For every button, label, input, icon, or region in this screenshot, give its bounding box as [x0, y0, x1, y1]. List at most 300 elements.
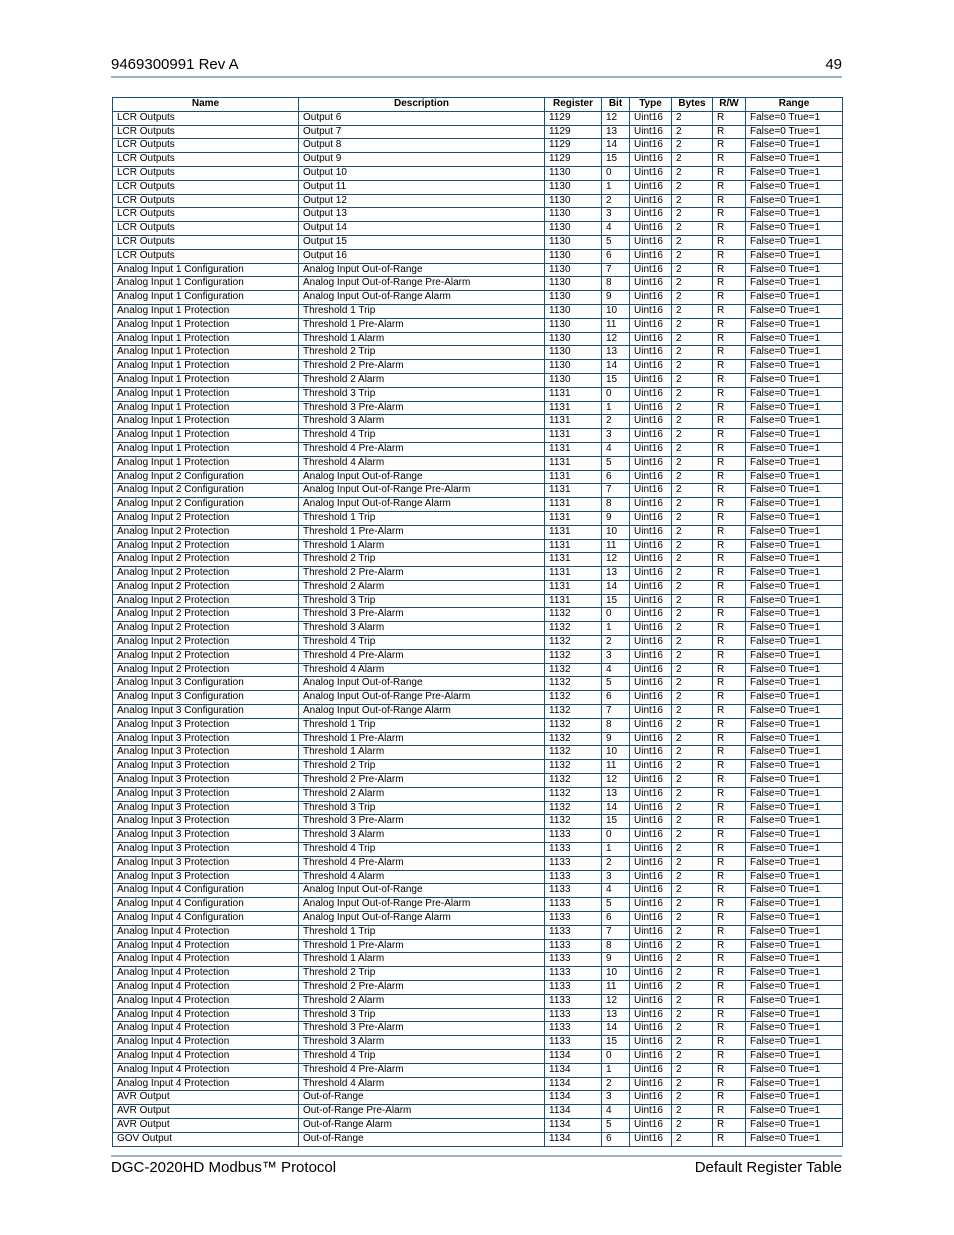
column-header-type: Type	[630, 98, 672, 112]
table-row	[113, 829, 843, 843]
bit-cell: 4	[602, 663, 630, 677]
name-cell: Analog Input 3 Protection	[113, 856, 299, 870]
bit-cell: 0	[602, 387, 630, 401]
register-cell: 1129	[545, 125, 602, 139]
description-cell: Analog Input Out-of-Range	[299, 470, 545, 484]
bytes-cell: 2	[672, 387, 713, 401]
bit-cell: 3	[602, 649, 630, 663]
range-cell: False=0 True=1	[746, 318, 843, 332]
description-cell: Threshold 3 Trip	[299, 1008, 545, 1022]
name-cell: Analog Input 1 Configuration	[113, 277, 299, 291]
rw-cell: R	[713, 456, 746, 470]
register-cell: 1131	[545, 594, 602, 608]
bit-cell: 2	[602, 636, 630, 650]
range-cell: False=0 True=1	[746, 967, 843, 981]
table-row	[113, 939, 843, 953]
type-cell: Uint16	[630, 787, 672, 801]
name-cell: LCR Outputs	[113, 249, 299, 263]
rw-cell: R	[713, 194, 746, 208]
register-cell: 1132	[545, 622, 602, 636]
range-cell: False=0 True=1	[746, 760, 843, 774]
bytes-cell: 2	[672, 1132, 713, 1146]
range-cell: False=0 True=1	[746, 1132, 843, 1146]
bit-cell: 9	[602, 732, 630, 746]
bit-cell: 13	[602, 125, 630, 139]
rw-cell: R	[713, 912, 746, 926]
table-row	[113, 567, 843, 581]
register-cell: 1134	[545, 1049, 602, 1063]
bytes-cell: 2	[672, 456, 713, 470]
table-row	[113, 953, 843, 967]
range-cell: False=0 True=1	[746, 263, 843, 277]
range-cell: False=0 True=1	[746, 553, 843, 567]
range-cell: False=0 True=1	[746, 373, 843, 387]
register-cell: 1133	[545, 1022, 602, 1036]
range-cell: False=0 True=1	[746, 608, 843, 622]
rw-cell: R	[713, 663, 746, 677]
type-cell: Uint16	[630, 498, 672, 512]
register-cell: 1134	[545, 1105, 602, 1119]
bytes-cell: 2	[672, 401, 713, 415]
type-cell: Uint16	[630, 939, 672, 953]
rw-cell: R	[713, 277, 746, 291]
type-cell: Uint16	[630, 553, 672, 567]
bit-cell: 5	[602, 456, 630, 470]
description-cell: Threshold 1 Pre-Alarm	[299, 732, 545, 746]
bytes-cell: 2	[672, 539, 713, 553]
description-cell: Threshold 1 Trip	[299, 511, 545, 525]
name-cell: AVR Output	[113, 1105, 299, 1119]
name-cell: Analog Input 1 Protection	[113, 332, 299, 346]
description-cell: Threshold 1 Trip	[299, 718, 545, 732]
name-cell: Analog Input 3 Protection	[113, 787, 299, 801]
rw-cell: R	[713, 580, 746, 594]
description-cell: Output 16	[299, 249, 545, 263]
bit-cell: 4	[602, 1105, 630, 1119]
rw-cell: R	[713, 829, 746, 843]
table-row	[113, 884, 843, 898]
name-cell: LCR Outputs	[113, 139, 299, 153]
name-cell: Analog Input 3 Protection	[113, 732, 299, 746]
name-cell: Analog Input 2 Protection	[113, 663, 299, 677]
name-cell: Analog Input 4 Configuration	[113, 884, 299, 898]
bytes-cell: 2	[672, 249, 713, 263]
bit-cell: 14	[602, 580, 630, 594]
rw-cell: R	[713, 1105, 746, 1119]
bytes-cell: 2	[672, 746, 713, 760]
description-cell: Threshold 2 Alarm	[299, 994, 545, 1008]
bit-cell: 1	[602, 401, 630, 415]
name-cell: Analog Input 3 Protection	[113, 801, 299, 815]
type-cell: Uint16	[630, 705, 672, 719]
description-cell: Threshold 3 Alarm	[299, 829, 545, 843]
name-cell: Analog Input 4 Configuration	[113, 912, 299, 926]
name-cell: Analog Input 1 Configuration	[113, 291, 299, 305]
description-cell: Threshold 3 Pre-Alarm	[299, 401, 545, 415]
description-cell: Threshold 2 Trip	[299, 346, 545, 360]
bit-cell: 1	[602, 1063, 630, 1077]
bit-cell: 14	[602, 139, 630, 153]
bytes-cell: 2	[672, 1118, 713, 1132]
bit-cell: 11	[602, 318, 630, 332]
description-cell: Threshold 1 Trip	[299, 304, 545, 318]
bytes-cell: 2	[672, 774, 713, 788]
range-cell: False=0 True=1	[746, 1091, 843, 1105]
bit-cell: 7	[602, 705, 630, 719]
bytes-cell: 2	[672, 360, 713, 374]
name-cell: Analog Input 3 Protection	[113, 829, 299, 843]
bit-cell: 8	[602, 718, 630, 732]
bit-cell: 13	[602, 346, 630, 360]
table-row	[113, 180, 843, 194]
rw-cell: R	[713, 498, 746, 512]
type-cell: Uint16	[630, 360, 672, 374]
rw-cell: R	[713, 925, 746, 939]
description-cell: Threshold 1 Pre-Alarm	[299, 939, 545, 953]
bit-cell: 6	[602, 470, 630, 484]
name-cell: Analog Input 2 Protection	[113, 636, 299, 650]
rw-cell: R	[713, 732, 746, 746]
bytes-cell: 2	[672, 925, 713, 939]
type-cell: Uint16	[630, 732, 672, 746]
type-cell: Uint16	[630, 429, 672, 443]
range-cell: False=0 True=1	[746, 939, 843, 953]
table-row	[113, 663, 843, 677]
bit-cell: 5	[602, 898, 630, 912]
table-row	[113, 235, 843, 249]
description-cell: Output 8	[299, 139, 545, 153]
description-cell: Analog Input Out-of-Range	[299, 677, 545, 691]
type-cell: Uint16	[630, 1132, 672, 1146]
table-row	[113, 539, 843, 553]
bit-cell: 3	[602, 208, 630, 222]
table-row	[113, 636, 843, 650]
type-cell: Uint16	[630, 235, 672, 249]
register-cell: 1131	[545, 442, 602, 456]
table-row	[113, 553, 843, 567]
rw-cell: R	[713, 994, 746, 1008]
type-cell: Uint16	[630, 208, 672, 222]
rw-cell: R	[713, 622, 746, 636]
rw-cell: R	[713, 1118, 746, 1132]
name-cell: Analog Input 2 Protection	[113, 525, 299, 539]
column-header-bit: Bit	[602, 98, 630, 112]
rw-cell: R	[713, 608, 746, 622]
rw-cell: R	[713, 594, 746, 608]
type-cell: Uint16	[630, 925, 672, 939]
table-row	[113, 622, 843, 636]
rw-cell: R	[713, 1036, 746, 1050]
name-cell: Analog Input 2 Protection	[113, 622, 299, 636]
table-row	[113, 153, 843, 167]
table-row	[113, 732, 843, 746]
description-cell: Threshold 2 Pre-Alarm	[299, 981, 545, 995]
rw-cell: R	[713, 249, 746, 263]
table-row	[113, 691, 843, 705]
range-cell: False=0 True=1	[746, 346, 843, 360]
range-cell: False=0 True=1	[746, 649, 843, 663]
table-row	[113, 332, 843, 346]
table-row	[113, 401, 843, 415]
header-rule	[111, 76, 842, 78]
description-cell: Threshold 4 Trip	[299, 843, 545, 857]
bytes-cell: 2	[672, 967, 713, 981]
type-cell: Uint16	[630, 1049, 672, 1063]
column-header-description: Description	[299, 98, 545, 112]
type-cell: Uint16	[630, 580, 672, 594]
description-cell: Threshold 2 Pre-Alarm	[299, 567, 545, 581]
description-cell: Threshold 3 Trip	[299, 594, 545, 608]
name-cell: Analog Input 3 Configuration	[113, 691, 299, 705]
register-cell: 1129	[545, 111, 602, 125]
name-cell: Analog Input 3 Protection	[113, 843, 299, 857]
bit-cell: 0	[602, 608, 630, 622]
name-cell: Analog Input 1 Protection	[113, 318, 299, 332]
type-cell: Uint16	[630, 415, 672, 429]
register-cell: 1131	[545, 539, 602, 553]
type-cell: Uint16	[630, 677, 672, 691]
rw-cell: R	[713, 553, 746, 567]
description-cell: Threshold 1 Pre-Alarm	[299, 318, 545, 332]
rw-cell: R	[713, 387, 746, 401]
rw-cell: R	[713, 1132, 746, 1146]
bytes-cell: 2	[672, 705, 713, 719]
bytes-cell: 2	[672, 691, 713, 705]
bit-cell: 15	[602, 153, 630, 167]
table-row	[113, 208, 843, 222]
range-cell: False=0 True=1	[746, 787, 843, 801]
name-cell: Analog Input 4 Protection	[113, 1008, 299, 1022]
name-cell: Analog Input 2 Protection	[113, 539, 299, 553]
register-cell: 1130	[545, 235, 602, 249]
table-row	[113, 925, 843, 939]
page-number: 49	[825, 56, 842, 73]
name-cell: LCR Outputs	[113, 208, 299, 222]
range-cell: False=0 True=1	[746, 511, 843, 525]
register-cell: 1133	[545, 939, 602, 953]
name-cell: Analog Input 1 Protection	[113, 304, 299, 318]
bytes-cell: 2	[672, 1008, 713, 1022]
name-cell: Analog Input 4 Protection	[113, 1063, 299, 1077]
register-cell: 1130	[545, 291, 602, 305]
bit-cell: 0	[602, 829, 630, 843]
register-cell: 1133	[545, 925, 602, 939]
bytes-cell: 2	[672, 1022, 713, 1036]
range-cell: False=0 True=1	[746, 360, 843, 374]
table-row	[113, 470, 843, 484]
range-cell: False=0 True=1	[746, 1036, 843, 1050]
register-cell: 1130	[545, 277, 602, 291]
rw-cell: R	[713, 291, 746, 305]
register-cell: 1130	[545, 373, 602, 387]
range-cell: False=0 True=1	[746, 442, 843, 456]
name-cell: Analog Input 1 Protection	[113, 415, 299, 429]
range-cell: False=0 True=1	[746, 387, 843, 401]
name-cell: Analog Input 2 Protection	[113, 567, 299, 581]
type-cell: Uint16	[630, 981, 672, 995]
table-row	[113, 429, 843, 443]
bytes-cell: 2	[672, 553, 713, 567]
table-row	[113, 484, 843, 498]
description-cell: Threshold 1 Pre-Alarm	[299, 525, 545, 539]
rw-cell: R	[713, 649, 746, 663]
type-cell: Uint16	[630, 291, 672, 305]
table-row	[113, 981, 843, 995]
register-cell: 1134	[545, 1063, 602, 1077]
register-cell: 1130	[545, 208, 602, 222]
register-cell: 1134	[545, 1118, 602, 1132]
name-cell: Analog Input 1 Configuration	[113, 263, 299, 277]
description-cell: Analog Input Out-of-Range	[299, 263, 545, 277]
bit-cell: 10	[602, 746, 630, 760]
register-cell: 1131	[545, 456, 602, 470]
bytes-cell: 2	[672, 511, 713, 525]
type-cell: Uint16	[630, 470, 672, 484]
register-cell: 1130	[545, 194, 602, 208]
type-cell: Uint16	[630, 511, 672, 525]
description-cell: Threshold 3 Trip	[299, 387, 545, 401]
register-cell: 1133	[545, 1008, 602, 1022]
range-cell: False=0 True=1	[746, 636, 843, 650]
description-cell: Threshold 2 Pre-Alarm	[299, 360, 545, 374]
bytes-cell: 2	[672, 429, 713, 443]
register-cell: 1133	[545, 843, 602, 857]
register-cell: 1130	[545, 263, 602, 277]
rw-cell: R	[713, 760, 746, 774]
bit-cell: 11	[602, 539, 630, 553]
rw-cell: R	[713, 870, 746, 884]
rw-cell: R	[713, 429, 746, 443]
type-cell: Uint16	[630, 194, 672, 208]
type-cell: Uint16	[630, 304, 672, 318]
description-cell: Threshold 4 Alarm	[299, 870, 545, 884]
name-cell: Analog Input 4 Protection	[113, 1049, 299, 1063]
table-row	[113, 843, 843, 857]
description-cell: Analog Input Out-of-Range Alarm	[299, 705, 545, 719]
description-cell: Threshold 1 Alarm	[299, 746, 545, 760]
name-cell: Analog Input 4 Protection	[113, 1077, 299, 1091]
table-row	[113, 373, 843, 387]
description-cell: Threshold 1 Trip	[299, 925, 545, 939]
column-header-bytes: Bytes	[672, 98, 713, 112]
bytes-cell: 2	[672, 815, 713, 829]
type-cell: Uint16	[630, 539, 672, 553]
rw-cell: R	[713, 636, 746, 650]
register-cell: 1133	[545, 829, 602, 843]
range-cell: False=0 True=1	[746, 1105, 843, 1119]
rw-cell: R	[713, 801, 746, 815]
register-cell: 1131	[545, 498, 602, 512]
name-cell: Analog Input 2 Protection	[113, 649, 299, 663]
rw-cell: R	[713, 401, 746, 415]
bit-cell: 15	[602, 1036, 630, 1050]
page-footer	[111, 1159, 842, 1179]
register-cell: 1133	[545, 870, 602, 884]
bit-cell: 14	[602, 1022, 630, 1036]
rw-cell: R	[713, 815, 746, 829]
rw-cell: R	[713, 180, 746, 194]
range-cell: False=0 True=1	[746, 139, 843, 153]
type-cell: Uint16	[630, 222, 672, 236]
register-cell: 1132	[545, 663, 602, 677]
table-row	[113, 249, 843, 263]
table-row	[113, 498, 843, 512]
type-cell: Uint16	[630, 442, 672, 456]
type-cell: Uint16	[630, 1091, 672, 1105]
rw-cell: R	[713, 746, 746, 760]
register-cell: 1132	[545, 608, 602, 622]
register-table	[112, 97, 843, 1147]
range-cell: False=0 True=1	[746, 677, 843, 691]
bit-cell: 15	[602, 373, 630, 387]
description-cell: Threshold 4 Alarm	[299, 1077, 545, 1091]
rw-cell: R	[713, 166, 746, 180]
register-cell: 1132	[545, 718, 602, 732]
register-cell: 1134	[545, 1091, 602, 1105]
bytes-cell: 2	[672, 912, 713, 926]
bit-cell: 15	[602, 815, 630, 829]
table-row	[113, 166, 843, 180]
bit-cell: 12	[602, 994, 630, 1008]
range-cell: False=0 True=1	[746, 208, 843, 222]
description-cell: Analog Input Out-of-Range Pre-Alarm	[299, 691, 545, 705]
table-row	[113, 774, 843, 788]
description-cell: Analog Input Out-of-Range Alarm	[299, 498, 545, 512]
name-cell: Analog Input 4 Protection	[113, 967, 299, 981]
rw-cell: R	[713, 539, 746, 553]
bytes-cell: 2	[672, 346, 713, 360]
bit-cell: 6	[602, 1132, 630, 1146]
name-cell: Analog Input 1 Protection	[113, 360, 299, 374]
register-cell: 1133	[545, 994, 602, 1008]
register-cell: 1133	[545, 967, 602, 981]
bit-cell: 4	[602, 222, 630, 236]
bit-cell: 3	[602, 429, 630, 443]
name-cell: Analog Input 1 Protection	[113, 429, 299, 443]
register-cell: 1132	[545, 774, 602, 788]
type-cell: Uint16	[630, 912, 672, 926]
table-row	[113, 912, 843, 926]
rw-cell: R	[713, 884, 746, 898]
register-cell: 1131	[545, 567, 602, 581]
description-cell: Output 14	[299, 222, 545, 236]
register-cell: 1131	[545, 553, 602, 567]
document-number: 9469300991 Rev A	[111, 56, 239, 73]
range-cell: False=0 True=1	[746, 953, 843, 967]
name-cell: LCR Outputs	[113, 194, 299, 208]
range-cell: False=0 True=1	[746, 594, 843, 608]
range-cell: False=0 True=1	[746, 111, 843, 125]
table-row	[113, 649, 843, 663]
range-cell: False=0 True=1	[746, 774, 843, 788]
table-body	[113, 111, 843, 1146]
bytes-cell: 2	[672, 277, 713, 291]
range-cell: False=0 True=1	[746, 981, 843, 995]
table-row	[113, 994, 843, 1008]
name-cell: Analog Input 4 Protection	[113, 981, 299, 995]
name-cell: GOV Output	[113, 1132, 299, 1146]
type-cell: Uint16	[630, 1077, 672, 1091]
type-cell: Uint16	[630, 608, 672, 622]
rw-cell: R	[713, 332, 746, 346]
description-cell: Analog Input Out-of-Range Pre-Alarm	[299, 277, 545, 291]
table-row	[113, 718, 843, 732]
table-row	[113, 511, 843, 525]
bit-cell: 10	[602, 967, 630, 981]
rw-cell: R	[713, 856, 746, 870]
type-cell: Uint16	[630, 166, 672, 180]
bit-cell: 8	[602, 939, 630, 953]
